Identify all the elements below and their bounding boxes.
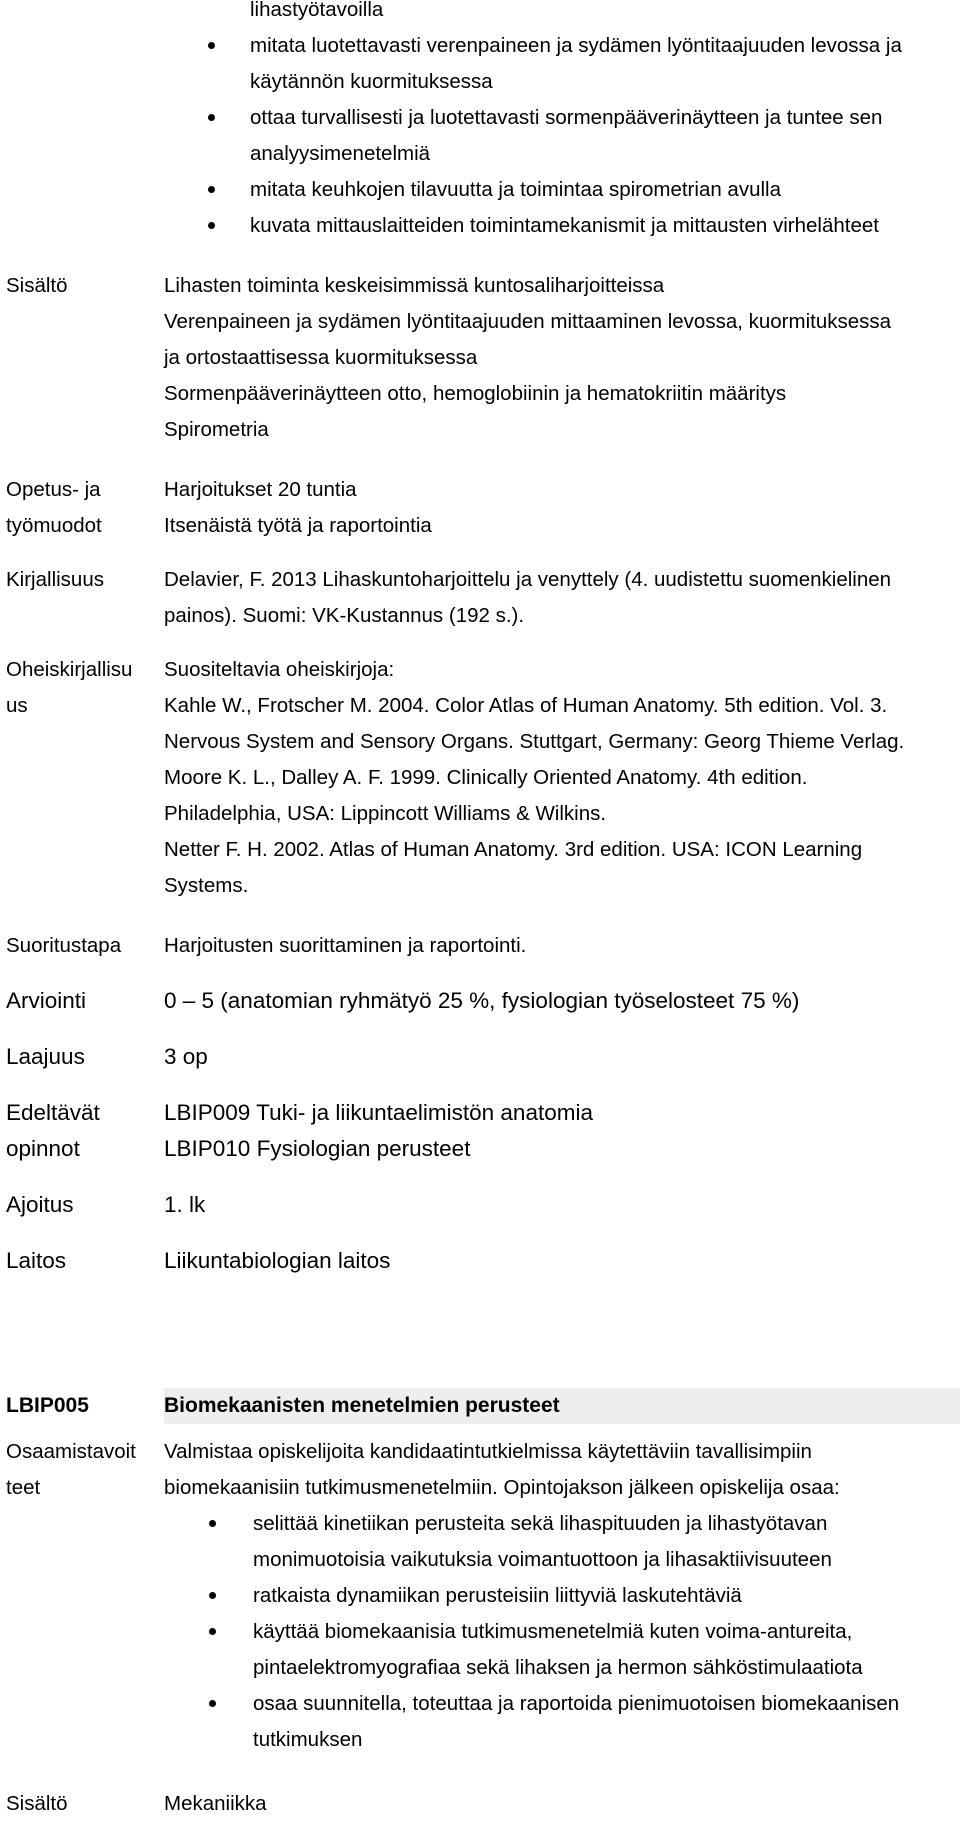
- course-title: Biomekaanisten menetelmien perusteet: [164, 1394, 560, 1417]
- bullet-text: käyttää biomekaanisia tutkimusmenetelmiä kuten voima-antureita,: [253, 1620, 853, 1643]
- label-suoritustapa: Suoritustapa: [6, 934, 122, 957]
- bullet-text: monimuotoisia vaikutuksia voimantuottoon ja lihasaktiivisuuteen: [253, 1548, 832, 1571]
- label-oheiskirjallisuus: Oheiskirjallisu us: [6, 658, 133, 717]
- bullet-text: selittää kinetiikan perusteita sekä lihaspituuden ja lihastyötavan: [253, 1512, 828, 1535]
- value-opetus: Harjoitukset 20 tuntia Itsenäistä työtä ja raportointia: [164, 478, 432, 537]
- value-oheiskirjallisuus: Suositeltavia oheiskirjoja: Kahle W., Frotscher M. 2004. Color Atlas of Human Anatomy. 5th edition. Vol. 3. Nervous System and Sensory Organs. Stuttgart, Germany: Georg Thieme Verlag. Moore K. L., Dalley A. F. 1999. Clinically Oriented Anatomy. 4th edition. Philadelphia, USA: Lippincott Williams & Wilkins. Netter F. H. 2002. Atlas of Human Anatomy. 3rd edition. USA: ICON Learning Systems.: [164, 658, 905, 897]
- label-laajuus: Laajuus: [6, 1044, 85, 1069]
- label-osaamistavoitteet: Osaamistavoit teet: [6, 1440, 136, 1499]
- bullet-text: mitata keuhkojen tilavuutta ja toimintaa spirometrian avulla: [250, 178, 781, 201]
- value-arviointi: 0 – 5 (anatomian ryhmätyö 25 %, fysiologian työselosteet 75 %): [164, 988, 800, 1013]
- list-item: [250, 28, 940, 100]
- label-ajoitus: Ajoitus: [6, 1192, 74, 1217]
- label-opetus: Opetus- ja työmuodot: [6, 478, 102, 537]
- bullet-text: mitata luotettavasti verenpaineen ja sydämen lyöntitaajuuden levossa ja: [250, 34, 902, 57]
- list-item: [253, 1686, 943, 1758]
- value-laajuus: 3 op: [164, 1044, 208, 1069]
- label-course2-sisalto: Sisältö: [6, 1792, 68, 1815]
- label-laitos: Laitos: [6, 1248, 67, 1273]
- bullet-text: ottaa turvallisesti ja luotettavasti sormenpääverinäytteen ja tuntee sen: [250, 106, 883, 129]
- value-suoritustapa: Harjoitusten suorittaminen ja raportointi.: [164, 934, 527, 957]
- list-item: [250, 172, 940, 208]
- list-item: [250, 208, 940, 244]
- bullet-text: kuvata mittauslaitteiden toimintamekanismit ja mittausten virhelähteet: [250, 214, 879, 237]
- list-item: [253, 1578, 943, 1614]
- learning-outcomes-list: [250, 0, 940, 244]
- bullet-text: tutkimuksen: [253, 1728, 363, 1751]
- bullet-text: analyysimenetelmiä: [250, 142, 431, 165]
- value-edeltavat: LBIP009 Tuki- ja liikuntaelimistön anatomia LBIP010 Fysiologian perusteet: [164, 1100, 593, 1161]
- bullet-text: käytännön kuormituksessa: [250, 70, 493, 93]
- value-course2-sisalto: Mekaniikka: [164, 1792, 267, 1815]
- list-item: [250, 0, 940, 28]
- value-osaamistavoitteet: Valmistaa opiskelijoita kandidaatintutkielmissa käytettäviin tavallisimpiin biomekaanisiin tutkimusmenetelmiin. Opintojakson jälkeen opiskelija osaa:: [164, 1440, 840, 1499]
- course2-outcomes-list: [253, 1506, 943, 1758]
- list-item: [253, 1614, 943, 1686]
- value-laitos: Liikuntabiologian laitos: [164, 1248, 391, 1273]
- bullet-text: lihastyötavoilla: [250, 0, 384, 21]
- list-item: [253, 1506, 943, 1578]
- label-edeltavat: Edeltävät opinnot: [6, 1100, 100, 1161]
- label-kirjallisuus: Kirjallisuus: [6, 568, 104, 591]
- course-code: LBIP005: [6, 1394, 89, 1417]
- bullet-text: ratkaista dynamiikan perusteisiin liittyviä laskutehtäviä: [253, 1584, 742, 1607]
- bullet-text: osaa suunnitella, toteuttaa ja raportoida pienimuotoisen biomekaanisen: [253, 1692, 900, 1715]
- value-kirjallisuus: Delavier, F. 2013 Lihaskuntoharjoittelu ja venyttely (4. uudistettu suomenkielinen painos). Suomi: VK-Kustannus (192 s.).: [164, 568, 892, 627]
- bullet-text: pintaelektromyografiaa sekä lihaksen ja hermon sähköstimulaatiota: [253, 1656, 863, 1679]
- label-arviointi: Arviointi: [6, 988, 87, 1013]
- value-ajoitus: 1. lk: [164, 1192, 206, 1217]
- label-sisalto: Sisältö: [6, 274, 68, 297]
- value-sisalto: Lihasten toiminta keskeisimmissä kuntosaliharjoitteissa Verenpaineen ja sydämen lyöntitaajuuden mittaaminen levossa, kuormituksessa ja ortostaattisessa kuormituksessa Sormenpääverinäytteen otto, hemoglobiinin ja hematokriitin määritys Spirometria: [164, 274, 892, 441]
- list-item: [250, 100, 940, 172]
